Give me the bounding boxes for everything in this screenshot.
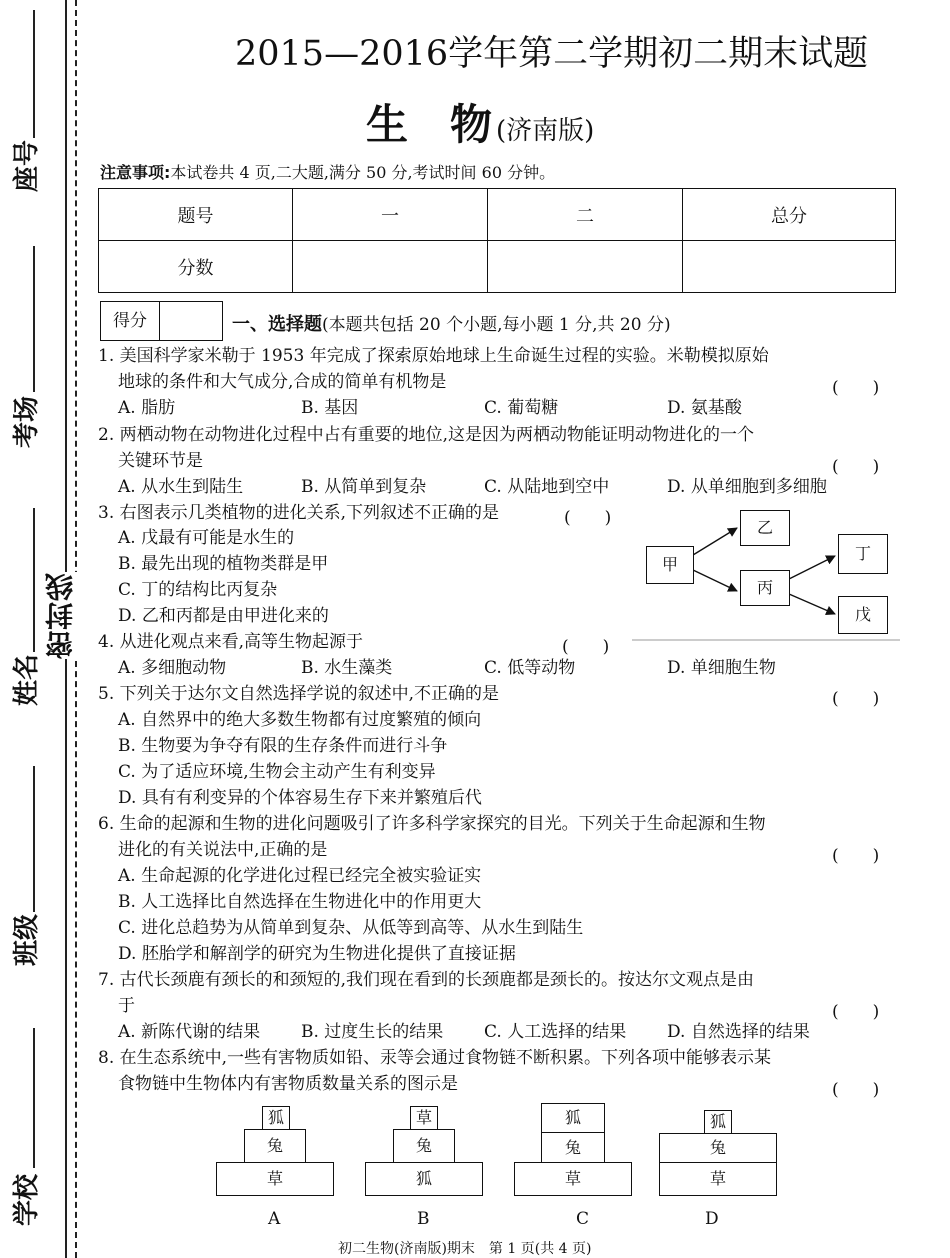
option: B. 基因 [301,398,359,418]
arrow-jia-yi [693,528,737,555]
arrow-bing-wu [789,594,835,614]
question-4-line-1: 4. 从进化观点来看,高等生物起源于 [98,632,364,652]
margin-blank-name [33,508,35,652]
pyramid-a-top: 狐 [262,1106,290,1130]
node-yi: 乙 [740,510,790,546]
option: D. 乙和丙都是由甲进化来的 [118,606,329,626]
option: A. 从水生到陆生 [118,477,244,497]
arrow-bing-ding [789,556,835,579]
pyramid-a-bottom: 草 [216,1162,334,1196]
score-header-cell: 二 [488,189,683,241]
pyramid-a-letter: A [268,1209,281,1229]
option: C. 人工选择的结果 [484,1022,627,1042]
answer-paren: ( ) [832,1002,880,1022]
option: C. 低等动物 [484,658,576,678]
question-8-line-1: 8. 在生态系统中,一些有害物质如铅、汞等会通过食物链不断积累。下列各项中能够表示某 [98,1048,772,1068]
option: A. 自然界中的绝大多数生物都有过度繁殖的倾向 [118,710,482,730]
answer-paren: ( ) [832,457,880,477]
margin-label-room: 考场 [12,395,42,448]
option: D. 单细胞生物 [667,658,776,678]
score-header-cell: 总分 [683,189,896,241]
question-3-line-1: 3. 右图表示几类植物的进化关系,下列叙述不正确的是 [98,503,500,523]
arrow-jia-bing [693,570,737,591]
option: B. 最先出现的植物类群是甲 [118,554,329,574]
margin-label-name: 姓名 [12,653,42,706]
question-8-line-2: 食物链中生物体内有害物质数量关系的图示是 [118,1074,458,1094]
option: A. 生命起源的化学进化过程已经完全被实验证实 [118,866,482,886]
score-table-value-row [99,241,896,293]
question-7-line-2: 于 [118,996,135,1016]
pyramid-b-top: 草 [410,1106,438,1130]
answer-paren: ( ) [832,378,880,398]
option: D. 胚胎学和解剖学的研究为生物进化提供了直接证据 [118,944,516,964]
option: B. 过度生长的结果 [301,1022,444,1042]
option: C. 丁的结构比丙复杂 [118,580,278,600]
question-1-line-2: 地球的条件和大气成分,合成的简单有机物是 [118,372,447,392]
question-7-line-1: 7. 古代长颈鹿有颈长的和颈短的,我们现在看到的长颈鹿都是颈长的。按达尔文观点是由 [98,970,755,990]
margin-label-class: 班级 [12,913,42,966]
answer-paren: ( ) [832,846,880,866]
answer-paren: ( ) [562,637,610,657]
score-cell[interactable] [683,241,896,293]
option: C. 葡萄糖 [484,398,559,418]
pyramid-d-top: 狐 [704,1110,732,1134]
pyramid-b-letter: B [417,1209,430,1229]
option: D. 自然选择的结果 [667,1022,810,1042]
option: A. 新陈代谢的结果 [118,1022,261,1042]
score-table [98,188,896,293]
pyramid-c-mid: 兔 [541,1132,605,1163]
option: B. 生物要为争夺有限的生存条件而进行斗争 [118,736,448,756]
question-6-line-1: 6. 生命的起源和生物的进化问题吸引了许多科学家探究的目光。下列关于生命起源和生物 [98,814,766,834]
subject-heading [366,92,594,152]
option: B. 从简单到复杂 [301,477,427,497]
margin-blank-school [33,1028,35,1168]
option: A. 多细胞动物 [118,658,227,678]
pyramid-a-mid: 兔 [244,1129,306,1163]
option: D. 氨基酸 [667,398,742,418]
score-table-header-row [99,189,896,241]
option: D. 从单细胞到多细胞 [667,477,827,497]
section-score-label: 得分 [101,302,160,340]
option: C. 从陆地到空中 [484,477,610,497]
question-5-line-1: 5. 下列关于达尔文自然选择学说的叙述中,不正确的是 [98,684,500,704]
option: D. 具有有利变异的个体容易生存下来并繁殖后代 [118,788,482,808]
page-footer: 初二生物(济南版)期末 第 1 页(共 4 页) [338,1241,592,1257]
pyramid-b-mid: 兔 [393,1129,455,1163]
score-row-label: 分数 [99,241,293,293]
pyramid-d-letter: D [705,1209,719,1229]
margin-blank-class [33,766,35,912]
pyramid-c-bottom: 草 [514,1162,632,1196]
pyramid-b-bottom: 狐 [365,1162,483,1196]
question-6-line-2: 进化的有关说法中,正确的是 [118,840,328,860]
margin-blank-room [33,246,35,392]
pyramid-d-bottom: 草 [659,1162,777,1196]
seal-line-label: 密封线 [44,572,80,659]
exam-title: 2015—2016学年第二学期初二期末试题 [235,34,869,74]
pyramid-c-top: 狐 [541,1103,605,1133]
option: A. 脂肪 [118,398,176,418]
question-1-line-1: 1. 美国科学家米勒于 1953 年完成了探索原始地球上生命诞生过程的实验。米勒模拟原始 [98,346,769,366]
score-cell[interactable] [488,241,683,293]
section-desc: (本题共包括 20 个小题,每小题 1 分,共 20 分) [322,315,671,335]
section-title [232,310,671,336]
option: C. 为了适应环境,生物会主动产生有利变异 [118,762,436,782]
node-ding: 丁 [838,534,888,574]
node-bing: 丙 [740,570,790,606]
score-header-cell: 一 [293,189,488,241]
subject-name: 生 物 [366,100,493,149]
option: B. 人工选择比自然选择在生物进化中的作用更大 [118,892,482,912]
node-jia: 甲 [646,546,694,584]
notice-text: 本试卷共 4 页,二大题,满分 50 分,考试时间 60 分钟。 [170,163,556,182]
score-cell[interactable] [293,241,488,293]
answer-paren: ( ) [832,1080,880,1100]
option: C. 进化总趋势为从简单到复杂、从低等到高等、从水生到陆生 [118,918,584,938]
margin-blank-seat [33,10,35,138]
option: B. 水生藻类 [301,658,393,678]
notice [100,160,555,183]
pyramid-d-mid: 兔 [659,1133,777,1163]
option: A. 戊最有可能是水生的 [118,528,295,548]
subject-edition: (济南版) [496,116,595,146]
margin-label-seat: 座号 [12,139,42,192]
section-score-box [100,301,223,341]
question-2-line-1: 2. 两栖动物在动物进化过程中占有重要的地位,这是因为两栖动物能证明动物进化的一个 [98,425,755,445]
answer-paren: ( ) [564,508,612,528]
score-header-cell: 题号 [99,189,293,241]
question-2-line-2: 关键环节是 [118,451,203,471]
notice-label: 注意事项: [100,163,171,182]
pyramid-c-letter: C [576,1209,590,1229]
answer-paren: ( ) [832,689,880,709]
section-title-text: 一、选择题 [232,314,322,335]
node-wu: 戊 [838,596,888,634]
margin-label-school: 学校 [12,1173,42,1226]
